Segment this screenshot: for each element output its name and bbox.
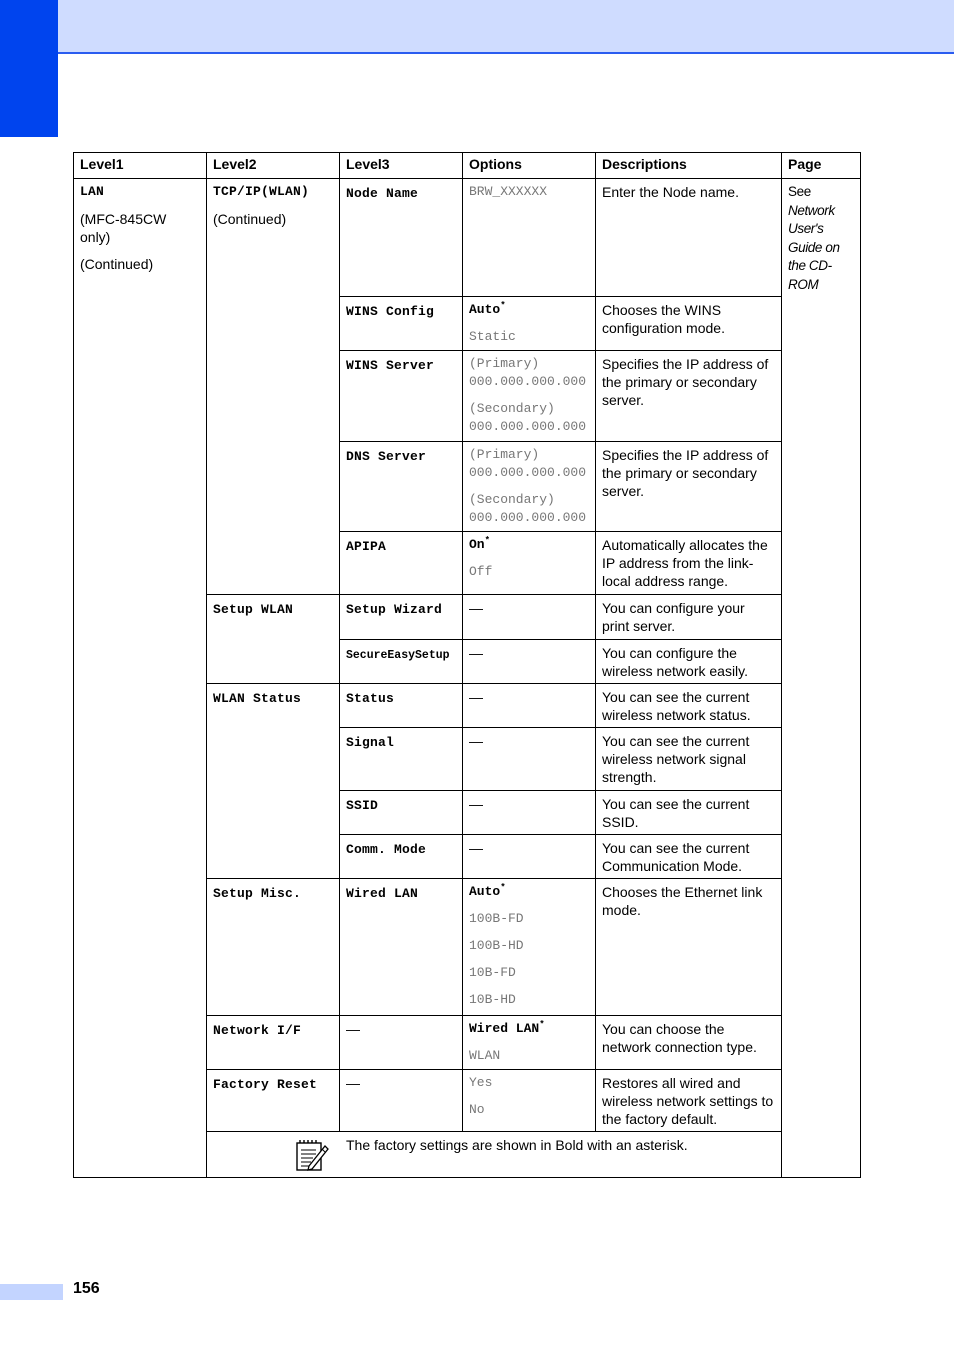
- level1-code: LAN: [80, 184, 105, 199]
- level3-dns-server: DNS Server: [346, 449, 427, 464]
- description-signal: You can see the current wireless network signal strength.: [596, 728, 782, 791]
- level3-network-if: —: [346, 1021, 360, 1037]
- note-pencil-icon: [295, 1138, 329, 1172]
- chapter-tab: [0, 0, 58, 137]
- level3-apipa: APIPA: [346, 539, 387, 554]
- description-network-if: You can choose the network connection type.: [596, 1016, 782, 1070]
- level2-continued: (Continued): [213, 211, 287, 227]
- description-comm-mode: You can see the current Communication Mode.: [596, 835, 782, 879]
- level3-secure-easy-setup: SecureEasySetup: [346, 649, 450, 662]
- level1-cell: [74, 179, 207, 1178]
- description-dns-server: Specifies the IP address of the primary or secondary server.: [596, 442, 782, 532]
- level1-model: (MFC-845CW only): [80, 211, 167, 245]
- option-apipa-2: Off: [469, 564, 493, 579]
- level3-ssid: SSID: [346, 798, 379, 813]
- option-apipa-1: On*: [469, 535, 491, 552]
- option-wins-config-2: Static: [469, 329, 516, 344]
- level2-network-if: Network I/F: [213, 1023, 302, 1038]
- page-number-tab: [0, 1284, 63, 1300]
- page-ref-cell: [782, 179, 861, 1178]
- level3-setup-wizard: Setup Wizard: [346, 602, 443, 617]
- level3-factory-reset: —: [346, 1075, 360, 1091]
- option-setup-wizard: —: [469, 600, 483, 616]
- description-status: You can see the current wireless network status.: [596, 684, 782, 728]
- option-dns-server-2: 000.000.000.000: [469, 465, 587, 480]
- level3-wired-lan: Wired LAN: [346, 886, 419, 901]
- level2-setup-wlan: Setup WLAN: [213, 602, 294, 617]
- table-header-row: [74, 153, 861, 179]
- option-wins-server-2: 000.000.000.000: [469, 374, 587, 389]
- option-ssid: —: [469, 796, 483, 812]
- level3-node-name: Node Name: [346, 186, 419, 201]
- option-secure-easy-setup: —: [469, 645, 483, 661]
- header-page: Page: [782, 153, 861, 179]
- description-node-name: Enter the Node name.: [596, 179, 782, 297]
- description-wins-config: Chooses the WINS configuration mode.: [596, 297, 782, 351]
- header-level3: Level3: [340, 153, 463, 179]
- option-signal: —: [469, 733, 483, 749]
- description-setup-wizard: You can configure your print server.: [596, 595, 782, 640]
- note-cell: [207, 1132, 861, 1178]
- level3-wins-config: WINS Config: [346, 304, 435, 319]
- description-apipa: Automatically allocates the IP address from the link-local address range.: [596, 532, 782, 595]
- page-ref-see: See: [788, 184, 811, 199]
- header-level1: Level1: [74, 153, 207, 179]
- level2-tcpip-cell: [207, 179, 340, 595]
- level3-wins-server: WINS Server: [346, 358, 435, 373]
- header-options: Options: [463, 153, 596, 179]
- description-ssid: You can see the current SSID.: [596, 791, 782, 835]
- level2-wlan-status: WLAN Status: [213, 691, 302, 706]
- option-dns-server-4: 000.000.000.000: [469, 510, 587, 525]
- level2-setup-misc: Setup Misc.: [213, 886, 302, 901]
- header-band: [58, 0, 954, 54]
- option-wins-server-1: (Primary): [469, 356, 540, 371]
- level3-signal: Signal: [346, 735, 395, 750]
- table-row: [74, 179, 861, 297]
- option-wins-server-4: 000.000.000.000: [469, 419, 587, 434]
- option-dns-server-3: (Secondary): [469, 492, 555, 507]
- option-wins-server-3: (Secondary): [469, 401, 555, 416]
- header-descriptions: Descriptions: [596, 153, 782, 179]
- level2-tcpip: TCP/IP(WLAN): [213, 184, 310, 199]
- option-node-name: BRW_XXXXXX: [469, 184, 548, 199]
- description-secure-easy-setup: You can configure the wireless network easily.: [596, 640, 782, 684]
- option-dns-server-1: (Primary): [469, 447, 540, 462]
- option-wired-lan-4: 10B-FD: [469, 965, 516, 980]
- option-network-if-2: WLAN: [469, 1048, 501, 1063]
- option-network-if-1: Wired LAN*: [469, 1019, 545, 1036]
- level3-comm-mode: Comm. Mode: [346, 842, 427, 857]
- level2-factory-reset: Factory Reset: [213, 1077, 318, 1092]
- option-wired-lan-1: Auto*: [469, 882, 506, 899]
- level1-continued: (Continued): [80, 256, 154, 272]
- page-number: 156: [73, 1280, 100, 1297]
- description-factory-reset: Restores all wired and wireless network settings to the factory default.: [596, 1070, 782, 1132]
- level3-status: Status: [346, 691, 395, 706]
- description-wins-server: Specifies the IP address of the primary or secondary server.: [596, 351, 782, 442]
- option-wired-lan-3: 100B-HD: [469, 938, 524, 953]
- note-text: The factory settings are shown in Bold with an asterisk.: [346, 1137, 688, 1153]
- option-comm-mode: —: [469, 840, 483, 856]
- header-level2: Level2: [207, 153, 340, 179]
- option-factory-reset-2: No: [469, 1102, 485, 1117]
- option-wired-lan-2: 100B-FD: [469, 911, 524, 926]
- description-wired-lan: Chooses the Ethernet link mode.: [596, 879, 782, 1016]
- option-status: —: [469, 689, 483, 705]
- option-factory-reset-1: Yes: [469, 1075, 493, 1090]
- option-wired-lan-5: 10B-HD: [469, 992, 516, 1007]
- page-ref-text: Network User's Guide on the CD-ROM: [788, 202, 840, 292]
- option-wins-config-1: Auto*: [469, 300, 506, 317]
- menu-settings-table: [73, 152, 861, 1178]
